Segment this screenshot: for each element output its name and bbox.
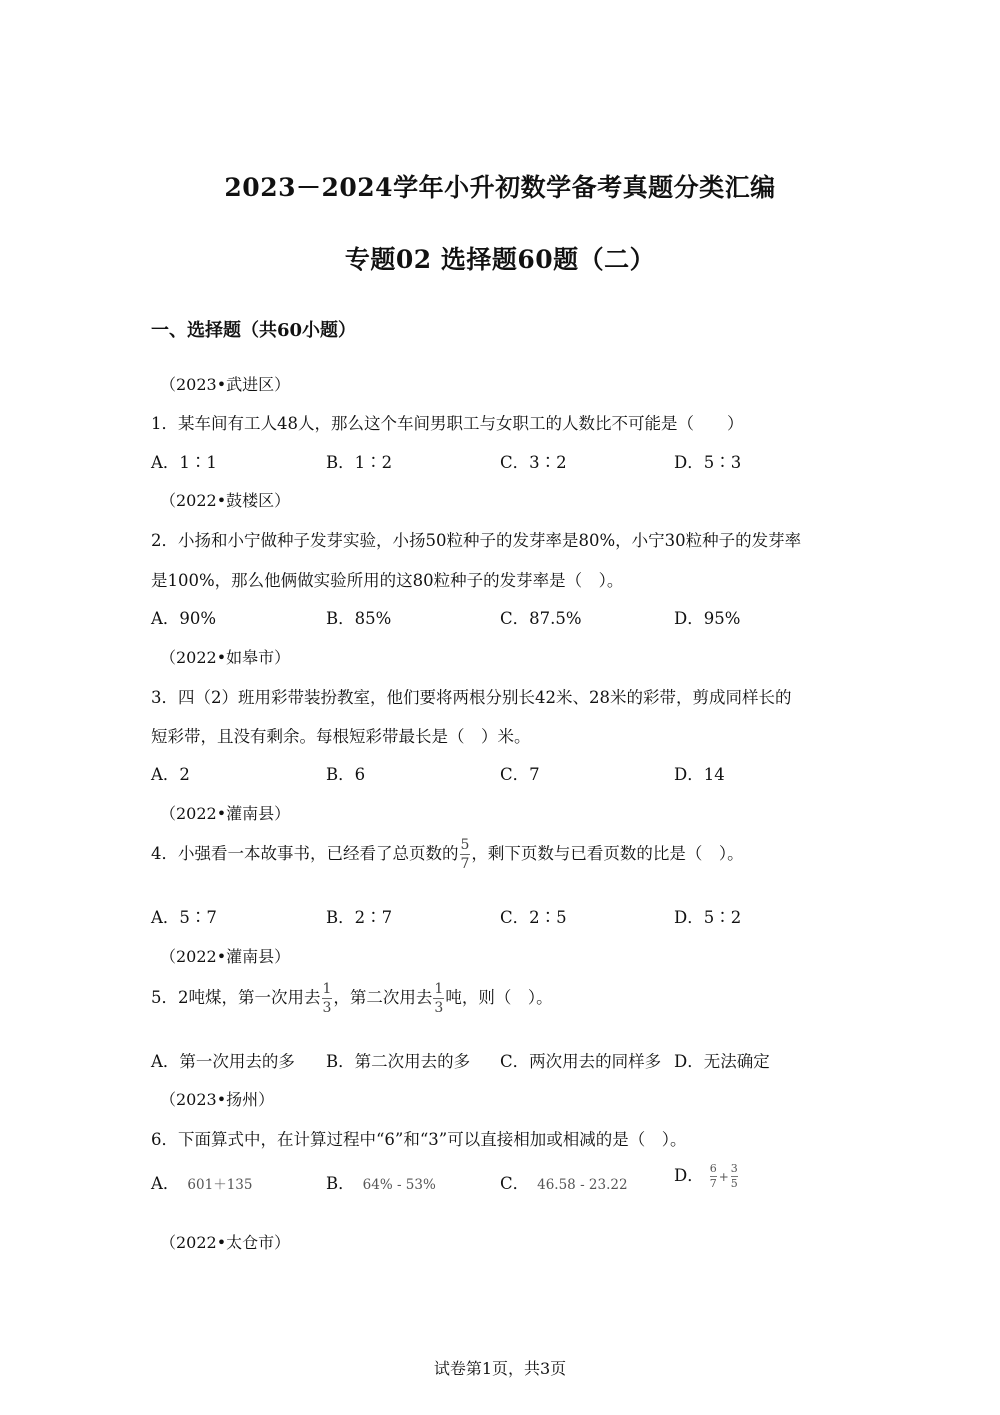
question-4-source: （2022•灌南县） bbox=[160, 804, 291, 823]
option-b[interactable]: B．第二次用去的多 bbox=[326, 1052, 471, 1071]
question-4-text bbox=[151, 836, 744, 873]
option-b[interactable]: B．85% bbox=[326, 609, 392, 628]
option-d[interactable]: D． $\frac{6}{7}$ + $\frac{3}{5}$ bbox=[674, 1162, 738, 1190]
question-6-text: 6．下面算式中，在计算过程中“6”和“3”可以直接相加或相减的是（ ）。 bbox=[151, 1130, 687, 1149]
option-a[interactable]: A．1∶1 bbox=[151, 453, 217, 472]
question-3-source: （2022•如皋市） bbox=[160, 648, 291, 667]
option-b[interactable]: B．6 bbox=[326, 765, 366, 784]
option-d[interactable]: D．5∶2 bbox=[674, 908, 742, 927]
section-heading: 一、选择题（共60小题） bbox=[151, 320, 357, 341]
expression-a: 601＋135 bbox=[187, 1177, 253, 1193]
option-b[interactable]: B． 64% - 53% bbox=[326, 1174, 436, 1193]
question-7-source: （2022•太仓市） bbox=[160, 1233, 291, 1252]
question-4-text-before: 4．小强看一本故事书，已经看了总页数的 bbox=[151, 844, 459, 863]
fraction-five-sevenths: $\frac{5}{7}$ bbox=[460, 837, 470, 872]
question-6-source: （2023•扬州） bbox=[160, 1090, 275, 1109]
document-title: 2023－2024学年小升初数学备考真题分类汇编 bbox=[224, 173, 776, 202]
option-d[interactable]: D．5∶3 bbox=[674, 453, 742, 472]
option-c[interactable]: C．87.5% bbox=[500, 609, 582, 628]
fraction-six-sevenths: $\frac{6}{7}$ bbox=[709, 1162, 717, 1190]
option-d[interactable]: D．无法确定 bbox=[674, 1052, 770, 1071]
option-a[interactable]: A．90% bbox=[151, 609, 217, 628]
option-c[interactable]: C．两次用去的同样多 bbox=[500, 1052, 662, 1071]
option-c[interactable]: C． 46.58 - 23.22 bbox=[500, 1174, 628, 1193]
option-a[interactable]: A．第一次用去的多 bbox=[151, 1052, 295, 1071]
question-2-line-1: 2．小扬和小宁做种子发芽实验，小扬50粒种子的发芽率是80%，小宁30粒种子的发芽率 bbox=[151, 531, 802, 550]
question-5-source: （2022•灌南县） bbox=[160, 947, 291, 966]
question-2-line-2: 是100%，那么他俩做实验所用的这80粒种子的发芽率是（ ）。 bbox=[151, 571, 624, 590]
option-a[interactable]: A．5∶7 bbox=[151, 908, 217, 927]
plus-sign: + bbox=[718, 1170, 729, 1184]
question-5-part-2: ，第二次用去 bbox=[333, 988, 433, 1007]
option-c[interactable]: C．3∶2 bbox=[500, 453, 567, 472]
expression-b: 64% - 53% bbox=[362, 1177, 436, 1193]
expression-c: 46.58 - 23.22 bbox=[537, 1177, 628, 1193]
option-b[interactable]: B．2∶7 bbox=[326, 908, 393, 927]
option-a[interactable]: A． 601＋135 bbox=[151, 1174, 253, 1193]
question-5-text bbox=[151, 980, 553, 1017]
option-d[interactable]: D．14 bbox=[674, 765, 725, 784]
question-4-text-after: ，剩下页数与已看页数的比是（ ）。 bbox=[471, 844, 744, 863]
question-5-part-3: 吨，则（ ）。 bbox=[445, 988, 553, 1007]
question-3-line-1: 3．四（2）班用彩带装扮教室，他们要将两根分别长42米、28米的彩带，剪成同样长的 bbox=[151, 688, 792, 707]
question-1-text: 1．某车间有工人48人，那么这个车间男职工与女职工的人数比不可能是（ ） bbox=[151, 414, 744, 433]
fraction-one-third: $\frac{1}{3}$ bbox=[322, 981, 332, 1016]
option-a[interactable]: A．2 bbox=[151, 765, 190, 784]
option-b[interactable]: B．1∶2 bbox=[326, 453, 393, 472]
option-c[interactable]: C．7 bbox=[500, 765, 540, 784]
question-5-part-1: 5．2吨煤，第一次用去 bbox=[151, 988, 321, 1007]
fraction-three-fifths: $\frac{3}{5}$ bbox=[730, 1162, 738, 1190]
option-c[interactable]: C．2∶5 bbox=[500, 908, 567, 927]
question-1-source: （2023•武进区） bbox=[160, 375, 291, 394]
question-3-line-2: 短彩带，且没有剩余。每根短彩带最长是（ ）米。 bbox=[151, 727, 531, 746]
document-subtitle: 专题02 选择题60题（二） bbox=[344, 245, 656, 274]
page-footer: 试卷第1页，共3页 bbox=[433, 1359, 567, 1378]
fraction-one-third: $\frac{1}{3}$ bbox=[434, 981, 444, 1016]
option-d[interactable]: D．95% bbox=[674, 609, 741, 628]
question-2-source: （2022•鼓楼区） bbox=[160, 491, 291, 510]
